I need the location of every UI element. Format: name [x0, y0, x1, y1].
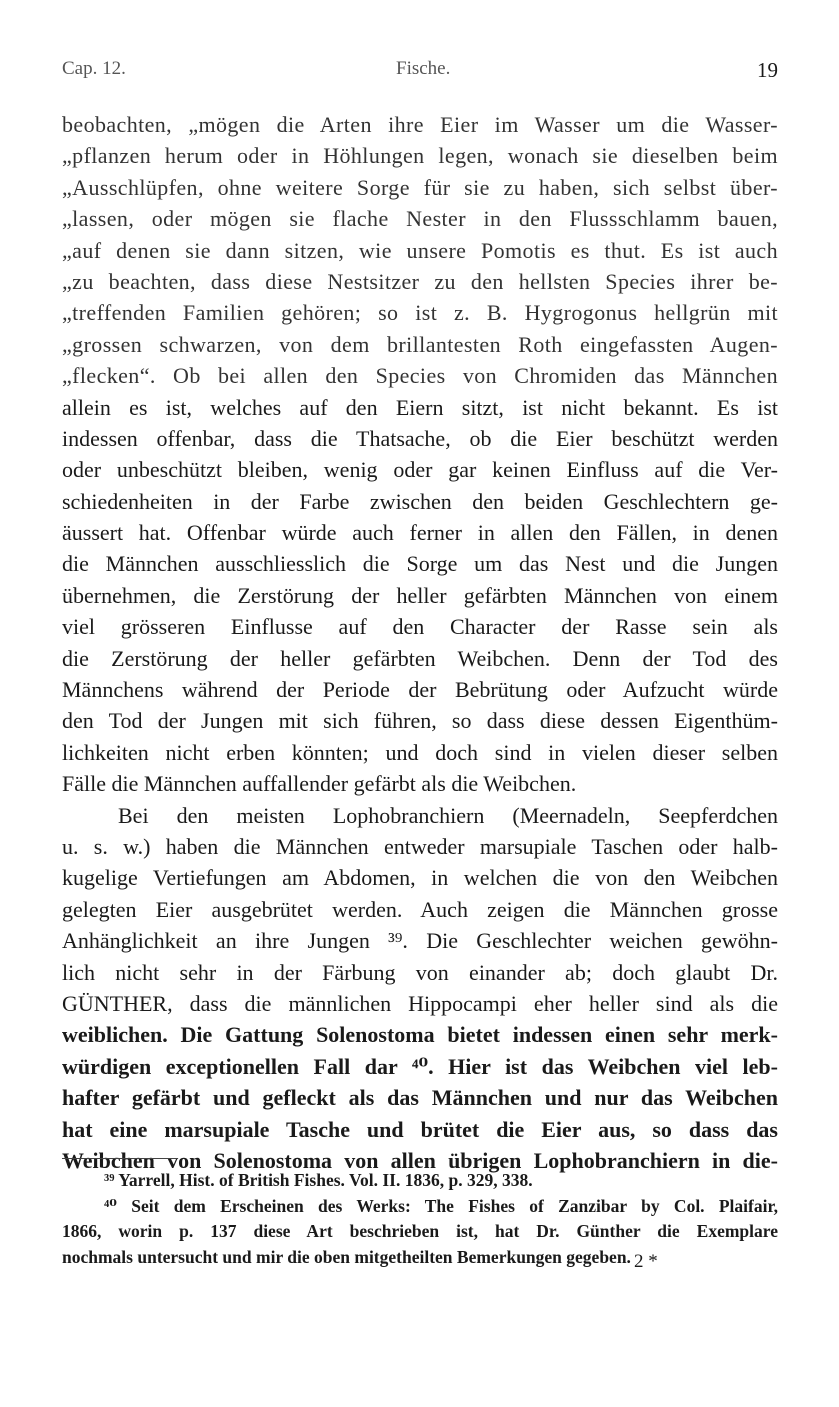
- text-line: „lassen, oder mögen sie flache Nester in den Flussschlamm bauen,: [62, 206, 778, 232]
- text-line: hat eine marsupiale Tasche und brütet die Eier aus, so dass das: [62, 1116, 778, 1142]
- page-number: 19: [757, 58, 778, 82]
- text-line: Anhänglichkeit an ihre Jungen ³⁹. Die Geschlechter weichen gewöhn-: [62, 928, 778, 954]
- footnote-divider: [62, 1158, 178, 1159]
- text-line: oder unbeschützt bleiben, wenig oder gar keinen Einfluss auf die Ver-: [62, 457, 778, 483]
- footnote-40-continued: 1866, worin p. 137 diese Art beschrieben ist, hat Dr. Günther die Exemplare: [62, 1221, 778, 1241]
- text-line: würdigen exceptionellen Fall dar ⁴⁰. Hier ist das Weibchen viel leb-: [62, 1053, 778, 1079]
- text-line: die Männchen ausschliesslich die Sorge um das Nest und die Jungen: [62, 551, 778, 577]
- footnotes: [62, 1168, 778, 1270]
- text-line: die Zerstörung der heller gefärbten Weibchen. Denn der Tod des: [62, 645, 778, 671]
- running-header: [62, 58, 778, 88]
- text-line: „treffenden Familien gehören; so ist z. B. Hygrogonus hellgrün mit: [62, 300, 778, 326]
- footnote-40-continued: nochmals untersucht und mir die oben mitgetheilten Bemerkungen gegeben.: [62, 1246, 631, 1267]
- text-line: „Ausschlüpfen, ohne weitere Sorge für sie zu haben, sich selbst über-: [62, 174, 778, 200]
- text-line: beobachten, „mögen die Arten ihre Eier im Wasser um die Wasser-: [62, 112, 778, 137]
- text-line: „pflanzen herum oder in Höhlungen legen, wonach sie dieselben beim: [62, 143, 778, 169]
- body-text: [62, 109, 778, 1176]
- text-line: weiblichen. Die Gattung Solenostoma bietet indessen einen sehr merk-: [62, 1022, 778, 1048]
- text-line: „auf denen sie dann sitzen, wie unsere Pomotis es thut. Es ist auch: [62, 237, 778, 263]
- text-line: Bei den meisten Lophobranchiern (Meernadeln, Seepferdchen: [118, 802, 778, 828]
- text-line: u. s. w.) haben die Männchen entweder marsupiale Taschen oder halb-: [62, 833, 778, 859]
- text-line: „grossen schwarzen, von dem brillantesten Roth eingefassten Augen-: [62, 331, 778, 357]
- text-line: äussert hat. Offenbar würde auch ferner in allen den Fällen, in denen: [62, 520, 778, 546]
- text-line: lichkeiten nicht erben könnten; und doch sind in vielen dieser selben: [62, 739, 778, 765]
- chapter-label: Cap. 12.: [62, 58, 126, 79]
- signature-mark: 2 *: [634, 1251, 658, 1272]
- text-line: gelegten Eier ausgebrütet werden. Auch zeigen die Männchen grosse: [62, 896, 778, 922]
- text-line: „flecken“. Ob bei allen den Species von Chromiden das Männchen: [62, 363, 778, 389]
- running-title: Fische.: [396, 58, 451, 79]
- text-line: indessen offenbar, dass die Thatsache, ob die Eier beschützt werden: [62, 425, 778, 451]
- text-line: kugelige Vertiefungen am Abdomen, in welchen die von den Weibchen: [62, 865, 778, 891]
- text-line: lich nicht sehr in der Färbung von einander ab; doch glaubt Dr.: [62, 959, 778, 985]
- footnote-40: ⁴⁰ Seit dem Erscheinen des Werks: The Fishes of Zanzibar by Col. Plaifair,: [104, 1195, 778, 1216]
- text-line: GÜNTHER, dass die männlichen Hippocampi eher heller sind als die: [62, 990, 778, 1016]
- text-line: Männchens während der Periode der Bebrütung oder Aufzucht würde: [62, 677, 778, 703]
- text-line: schiedenheiten in der Farbe zwischen den beiden Geschlechtern ge-: [62, 488, 778, 514]
- text-line: viel grösseren Einflusse auf den Character der Rasse sein als: [62, 614, 778, 640]
- text-line: „zu beachten, dass diese Nestsitzer zu den hellsten Species ihrer be-: [62, 268, 778, 294]
- footnote-39: ³⁹ Yarrell, Hist. of British Fishes. Vol. II. 1836, p. 329, 338.: [104, 1170, 533, 1190]
- text-line: Fälle die Männchen auffallender gefärbt als die Weibchen.: [62, 771, 577, 797]
- text-line: den Tod der Jungen mit sich führen, so dass diese dessen Eigenthüm-: [62, 708, 778, 734]
- text-line: hafter gefärbt und gefleckt als das Männchen und nur das Weibchen: [62, 1085, 778, 1111]
- text-line: übernehmen, die Zerstörung der heller gefärbten Männchen von einem: [62, 582, 778, 608]
- text-line: Weibchen von Solenostoma von allen übrigen Lophobranchiern in die-: [62, 1147, 778, 1173]
- text-line: allein es ist, welches auf den Eiern sitzt, ist nicht bekannt. Es ist: [62, 394, 778, 420]
